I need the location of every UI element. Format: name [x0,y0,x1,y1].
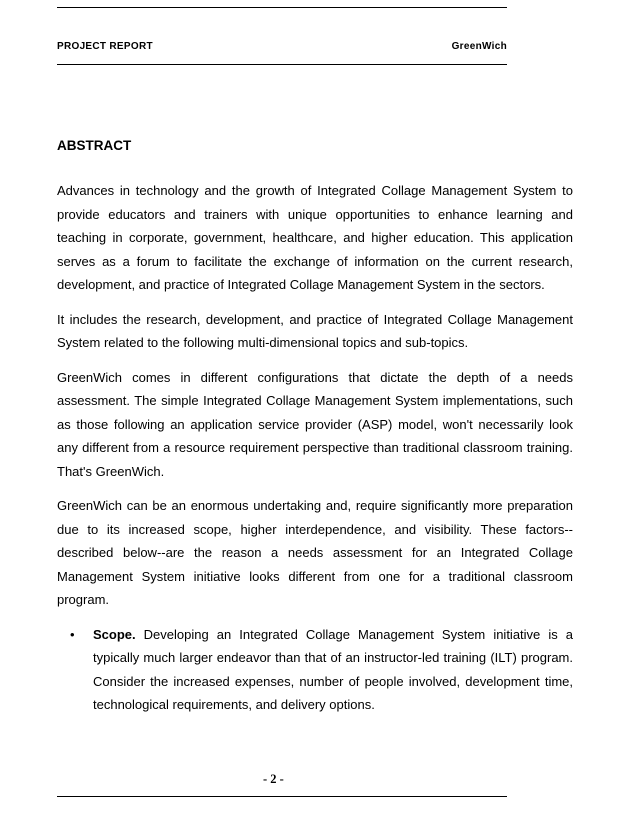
footer-rule [57,796,507,797]
paragraph-undertaking: GreenWich can be an enormous undertaking and, require significantly more preparation due to its increased scope, higher interdependence, and visibility. These factors--described below--are the reason a needs assessment for an Integrated Collage Management System initiative looks different from one for a traditional classroom program. [57,498,573,607]
paragraph-configurations: GreenWich comes in different configurations that dictate the depth of a needs assessment. The simple Integrated Collage Management System implementations, such as those following an application service provider (ASP) model, won't necessarily look any different from a resource requirement perspective than traditional classroom training. That's GreenWich. [57,369,573,479]
abstract-body [57,179,573,717]
header-title: PROJECT REPORT [57,41,153,52]
paragraph-intro: Advances in technology and the growth of Integrated Collage Management System to provide educators and trainers with unique opportunities to enhance learning and teaching in corporate, government, healthcare, and higher education. This application serves as a forum to facilitate the exchange of information on the current research, development, and practice of Integrated Collage Management System in the sectors. [57,183,573,292]
page-number: - 2 - [263,772,284,786]
section-title: ABSTRACT [57,138,132,153]
paragraph-includes: It includes the research, development, and practice of Integrated Collage Management System related to the following multi-dimensional topics and sub-topics. [57,311,573,350]
list-item-term: Scope. [93,626,136,642]
bullet-icon: • [70,626,75,642]
header-project-name: GreenWich [451,41,507,52]
list-item [70,623,573,717]
header-rule [57,64,507,65]
top-rule [57,7,507,8]
factor-list [57,623,573,717]
list-item-text: Developing an Integrated Collage Management System initiative is a typically much larger endeavor than that of an instructor-led training (ILT) program. Consider the increased expenses, number of people involved, development time, technological requirements, and delivery options. [93,626,573,712]
